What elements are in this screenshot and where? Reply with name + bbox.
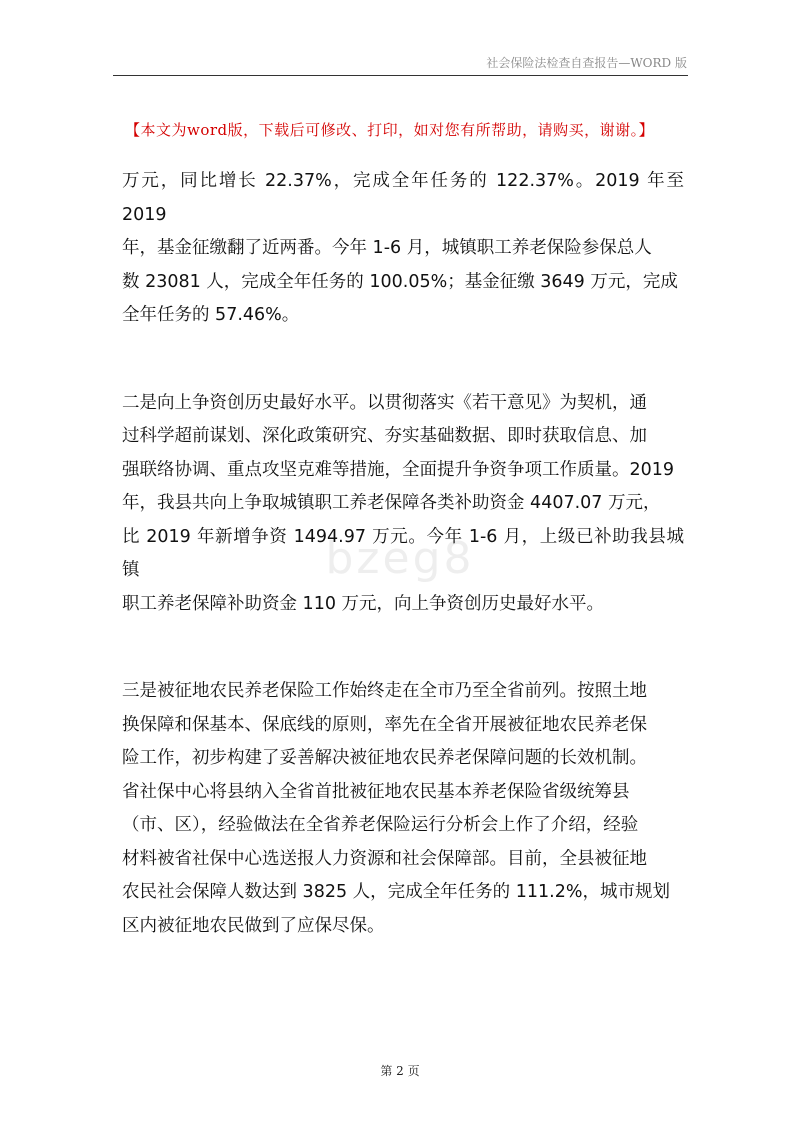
text-line: 换保障和保基本、保底线的原则，率先在全省开展被征地农民养老保	[122, 714, 647, 735]
text-line: 材料被省社保中心选送报人力资源和社会保障部。目前，全县被征地	[122, 848, 647, 869]
document-body	[122, 165, 684, 943]
paragraph-gap	[122, 621, 684, 675]
purchase-notice: 【本文为word版，下载后可修改、打印，如对您有所帮助，请购买，谢谢。】	[125, 121, 655, 139]
text-line: 险工作，初步构建了妥善解决被征地农民养老保障问题的长效机制。	[122, 748, 647, 768]
header-title: 社会保险法检查自查报告—WORD 版	[486, 56, 687, 70]
paragraph-gap	[122, 333, 684, 387]
text-line: 强联络协调、重点攻坚克难等措施，全面提升争资争项工作质量。2019	[122, 459, 675, 480]
text-line: 三是被征地农民养老保险工作始终走在全市乃至全省前列。按照土地	[122, 681, 647, 701]
paragraph-funding-record	[122, 387, 684, 622]
text-line: 过科学超前谋划、深化政策研究、夯实基础数据、即时获取信息、加	[122, 426, 647, 446]
text-line: 年，基金征缴翻了近两番。今年 1-6 月，城镇职工养老保险参保总人	[122, 238, 652, 258]
text-line: 省社保中心将县纳入全省首批被征地农民基本养老保险省级统筹县	[122, 781, 630, 802]
text-line: 比 2019 年新增争资 1494.97 万元。今年 1-6 月，上级已补助我县城镇	[122, 526, 684, 580]
text-line: 数 23081 人，完成全年任务的 100.05%；基金征缴 3649 万元，完成	[122, 271, 678, 292]
page-number: 第 2 页	[380, 1064, 420, 1078]
header-divider	[113, 75, 688, 76]
text-line: 职工养老保障补助资金 110 万元，向上争资创历史最好水平。	[122, 593, 605, 614]
text-line: 万元，同比增长 22.37%，完成全年任务的 122.37%。2019 年至 2019	[122, 171, 684, 225]
text-line: 二是向上争资创历史最好水平。以贯彻落实《若干意见》为契机，通	[122, 392, 647, 413]
text-line: 农民社会保障人数达到 3825 人，完成全年任务的 111.2%，城市规划	[122, 882, 670, 902]
text-line: 年，我县共向上争取城镇职工养老保障各类补助资金 4407.07 万元，	[122, 493, 661, 513]
text-line: （市、区），经验做法在全省养老保险运行分析会上作了介绍，经验	[122, 815, 639, 835]
text-line: 全年任务的 57.46%。	[122, 305, 300, 325]
paragraph-landless-farmers	[122, 675, 684, 943]
paragraph-fund-collection	[122, 165, 684, 333]
text-line: 区内被征地农民做到了应保尽保。	[122, 915, 385, 936]
watermark: bzeg8	[325, 533, 475, 584]
